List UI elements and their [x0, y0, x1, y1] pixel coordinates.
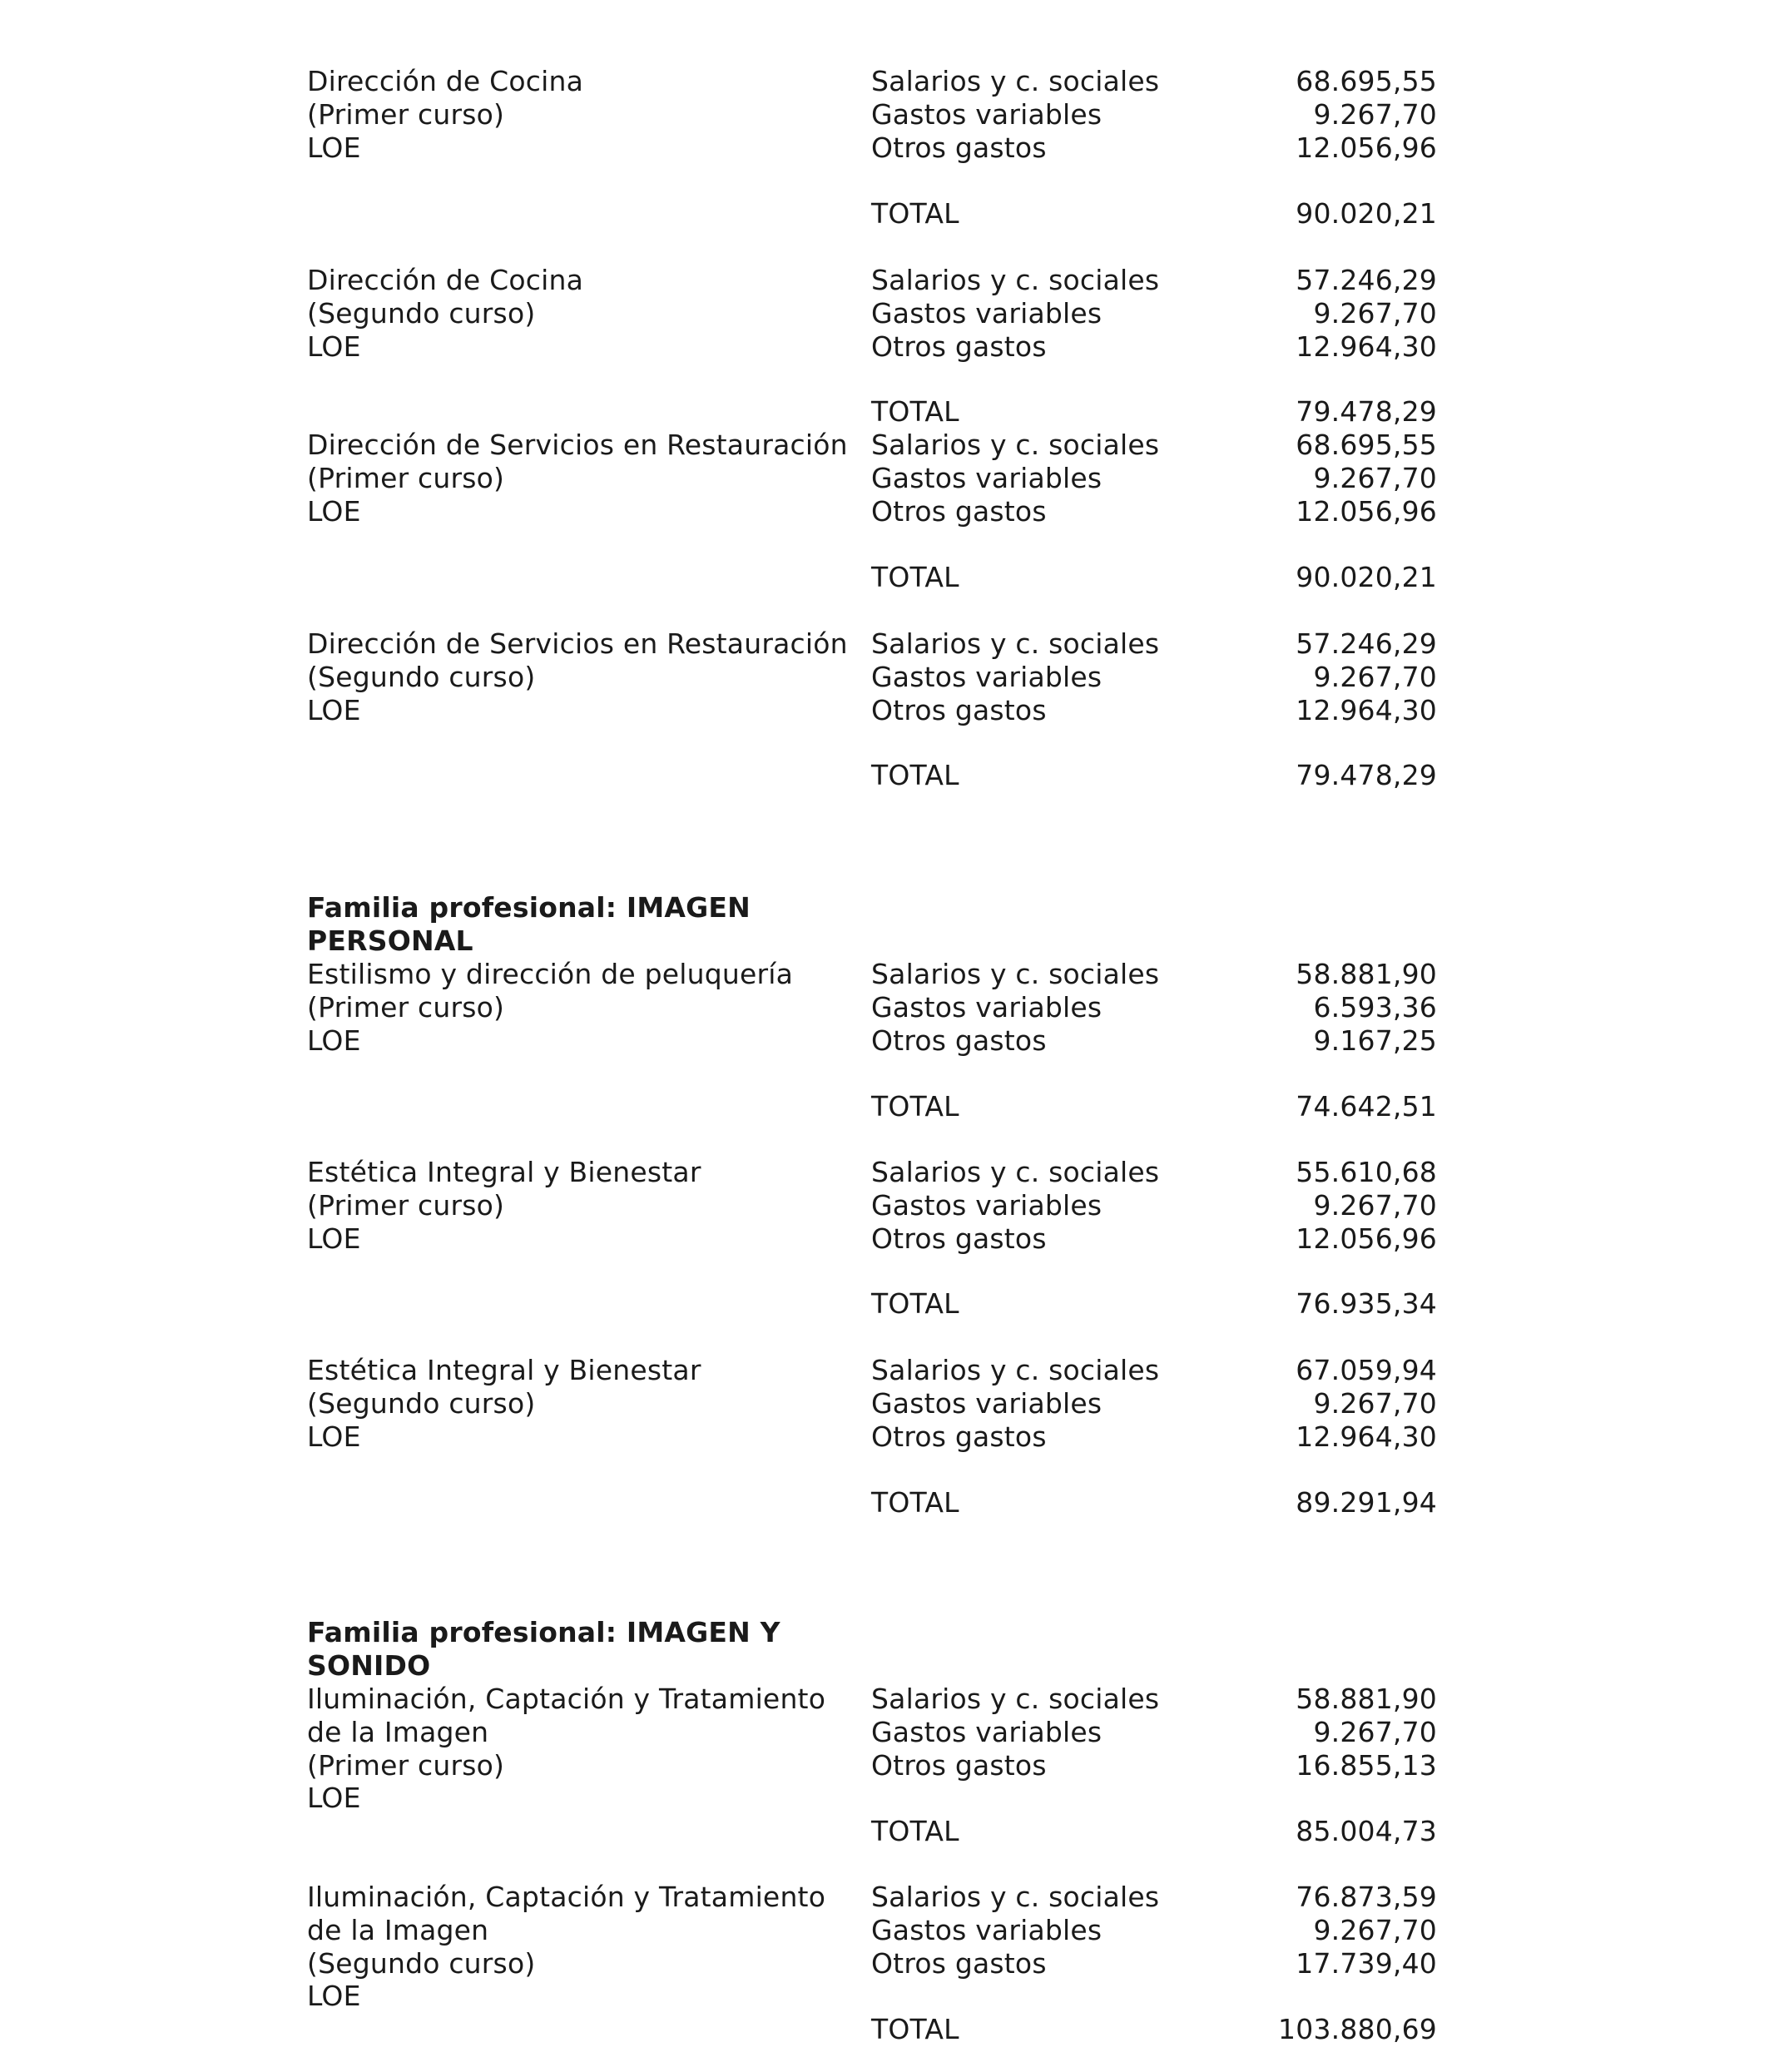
course-name-line: (Primer curso): [307, 98, 505, 131]
family-heading: SONIDO: [307, 1649, 431, 1682]
cost-item-label: Gastos variables: [871, 1189, 1103, 1222]
family-heading: Familia profesional: IMAGEN: [307, 891, 751, 924]
cost-item-value: 67.059,94: [1296, 1354, 1437, 1386]
total-label: TOTAL: [871, 2013, 959, 2045]
total-value: 85.004,73: [1296, 1815, 1437, 1847]
course-name-line: LOE: [307, 1222, 361, 1255]
cost-item-label: Gastos variables: [871, 1914, 1103, 1946]
cost-item-label: Otros gastos: [871, 1420, 1047, 1453]
course-name-line: de la Imagen: [307, 1914, 489, 1946]
cost-item-label: Salarios y c. sociales: [871, 429, 1160, 461]
total-label: TOTAL: [871, 1815, 959, 1847]
cost-item-value: 9.267,70: [1313, 1914, 1437, 1946]
cost-item-value: 12.964,30: [1296, 330, 1437, 363]
course-name-line: LOE: [307, 1782, 361, 1814]
cost-item-label: Salarios y c. sociales: [871, 1881, 1160, 1913]
cost-item-label: Salarios y c. sociales: [871, 627, 1160, 660]
course-name-line: Estética Integral y Bienestar: [307, 1156, 701, 1188]
course-name-line: LOE: [307, 330, 361, 363]
cost-item-value: 55.610,68: [1296, 1156, 1437, 1188]
cost-item-value: 58.881,90: [1296, 958, 1437, 990]
cost-item-label: Salarios y c. sociales: [871, 264, 1160, 296]
course-name-line: Dirección de Cocina: [307, 264, 583, 296]
course-name-line: (Primer curso): [307, 1749, 505, 1782]
course-name-line: de la Imagen: [307, 1716, 489, 1748]
total-value: 103.880,69: [1278, 2013, 1437, 2045]
total-label: TOTAL: [871, 1090, 959, 1123]
cost-item-value: 9.267,70: [1313, 661, 1437, 693]
cost-item-value: 12.964,30: [1296, 694, 1437, 726]
total-value: 79.478,29: [1296, 395, 1437, 428]
cost-item-value: 9.167,25: [1313, 1024, 1437, 1057]
cost-item-label: Otros gastos: [871, 131, 1047, 164]
total-value: 90.020,21: [1296, 561, 1437, 593]
cost-item-value: 9.267,70: [1313, 98, 1437, 131]
course-name-line: LOE: [307, 1024, 361, 1057]
total-label: TOTAL: [871, 1287, 959, 1320]
cost-item-label: Salarios y c. sociales: [871, 1683, 1160, 1715]
cost-item-label: Salarios y c. sociales: [871, 958, 1160, 990]
cost-item-value: 9.267,70: [1313, 297, 1437, 330]
cost-item-value: 12.056,96: [1296, 1222, 1437, 1255]
course-name-line: Estilismo y dirección de peluquería: [307, 958, 794, 990]
cost-item-value: 9.267,70: [1313, 1189, 1437, 1222]
cost-item-label: Salarios y c. sociales: [871, 65, 1160, 97]
cost-item-label: Gastos variables: [871, 991, 1103, 1024]
course-name-line: (Primer curso): [307, 462, 505, 494]
cost-item-value: 68.695,55: [1296, 65, 1437, 97]
cost-item-value: 12.964,30: [1296, 1420, 1437, 1453]
cost-item-label: Gastos variables: [871, 462, 1103, 494]
family-heading: Familia profesional: IMAGEN Y: [307, 1616, 780, 1648]
course-name-line: (Segundo curso): [307, 661, 536, 693]
total-value: 74.642,51: [1296, 1090, 1437, 1123]
course-name-line: (Segundo curso): [307, 297, 536, 330]
cost-item-value: 12.056,96: [1296, 495, 1437, 528]
cost-item-value: 57.246,29: [1296, 627, 1437, 660]
course-name-line: (Primer curso): [307, 991, 505, 1024]
course-name-line: (Segundo curso): [307, 1947, 536, 1980]
total-label: TOTAL: [871, 561, 959, 593]
total-value: 79.478,29: [1296, 759, 1437, 791]
total-label: TOTAL: [871, 395, 959, 428]
cost-item-label: Otros gastos: [871, 330, 1047, 363]
cost-item-value: 68.695,55: [1296, 429, 1437, 461]
course-name-line: (Primer curso): [307, 1189, 505, 1222]
course-name-line: (Segundo curso): [307, 1387, 536, 1420]
total-value: 90.020,21: [1296, 197, 1437, 230]
cost-item-label: Otros gastos: [871, 495, 1047, 528]
course-name-line: LOE: [307, 1980, 361, 2012]
total-value: 89.291,94: [1296, 1486, 1437, 1519]
cost-item-label: Salarios y c. sociales: [871, 1156, 1160, 1188]
cost-item-label: Gastos variables: [871, 1716, 1103, 1748]
cost-item-label: Gastos variables: [871, 98, 1103, 131]
cost-item-value: 17.739,40: [1296, 1947, 1437, 1980]
cost-item-value: 6.593,36: [1313, 991, 1437, 1024]
cost-item-label: Otros gastos: [871, 1024, 1047, 1057]
course-name-line: Estética Integral y Bienestar: [307, 1354, 701, 1386]
cost-item-value: 9.267,70: [1313, 1387, 1437, 1420]
cost-item-value: 58.881,90: [1296, 1683, 1437, 1715]
cost-item-label: Gastos variables: [871, 1387, 1103, 1420]
cost-item-label: Otros gastos: [871, 694, 1047, 726]
cost-item-value: 16.855,13: [1296, 1749, 1437, 1782]
cost-item-label: Gastos variables: [871, 297, 1103, 330]
course-name-line: Iluminación, Captación y Tratamiento: [307, 1683, 826, 1715]
total-label: TOTAL: [871, 1486, 959, 1519]
course-name-line: Dirección de Servicios en Restauración: [307, 429, 848, 461]
course-name-line: Dirección de Servicios en Restauración: [307, 627, 848, 660]
cost-item-label: Otros gastos: [871, 1222, 1047, 1255]
course-name-line: LOE: [307, 131, 361, 164]
cost-item-label: Gastos variables: [871, 661, 1103, 693]
cost-item-label: Salarios y c. sociales: [871, 1354, 1160, 1386]
course-name-line: Dirección de Cocina: [307, 65, 583, 97]
cost-item-label: Otros gastos: [871, 1947, 1047, 1980]
family-heading: PERSONAL: [307, 924, 473, 957]
cost-item-value: 76.873,59: [1296, 1881, 1437, 1913]
cost-item-value: 12.056,96: [1296, 131, 1437, 164]
course-name-line: LOE: [307, 495, 361, 528]
cost-item-value: 57.246,29: [1296, 264, 1437, 296]
course-name-line: LOE: [307, 694, 361, 726]
cost-item-value: 9.267,70: [1313, 462, 1437, 494]
total-label: TOTAL: [871, 197, 959, 230]
course-name-line: LOE: [307, 1420, 361, 1453]
course-name-line: Iluminación, Captación y Tratamiento: [307, 1881, 826, 1913]
cost-item-label: Otros gastos: [871, 1749, 1047, 1782]
total-value: 76.935,34: [1296, 1287, 1437, 1320]
total-label: TOTAL: [871, 759, 959, 791]
cost-item-value: 9.267,70: [1313, 1716, 1437, 1748]
